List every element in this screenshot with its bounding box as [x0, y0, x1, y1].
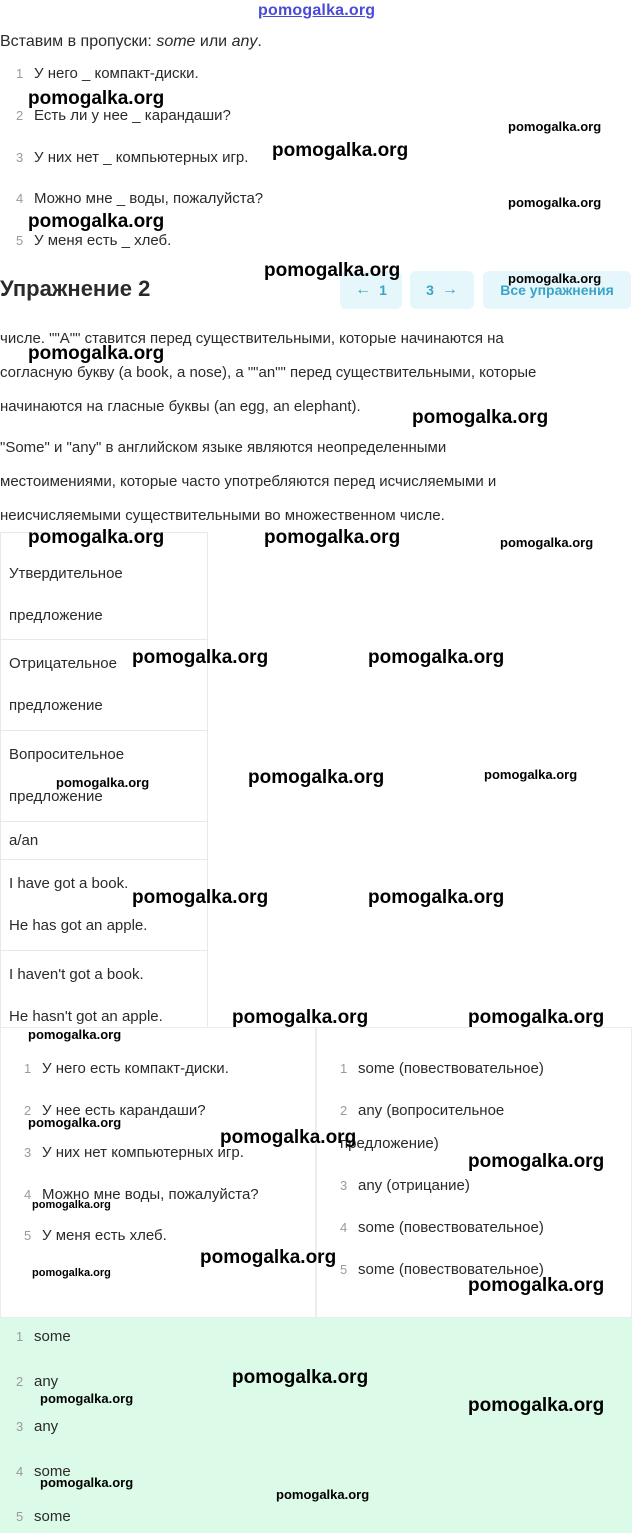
- watermark: pomogalka.org: [28, 1115, 122, 1130]
- table-row: Вопросительное предложение: [0, 731, 208, 822]
- watermark: pomogalka.org: [28, 527, 165, 548]
- answer-item: 1 some: [16, 1328, 71, 1345]
- watermark: pomogalka.org: [28, 1027, 122, 1042]
- arrow-left-icon: ←: [355, 281, 372, 298]
- watermark: pomogalka.org: [484, 767, 578, 782]
- watermark: pomogalka.org: [40, 1475, 134, 1490]
- explanation-item: 1 some (повествовательное): [340, 1060, 544, 1077]
- exercise-title: Упражнение 2: [0, 276, 151, 301]
- article-paragraph: числе. ""A"" ставится перед существительными, которые начинаются на согласную букву (a book, a nose), а ""an"" перед существительными, которые начинаются на гласные буквы (an egg, an elephant).: [0, 330, 537, 415]
- next-exercise-button[interactable]: 3 →: [410, 271, 474, 309]
- watermark: pomogalka.org: [232, 1367, 369, 1388]
- watermark: pomogalka.org: [468, 1275, 605, 1296]
- explanation-item: 2 any (вопросительное предложение): [340, 1102, 505, 1152]
- site-link[interactable]: pomogalka.org: [258, 2, 376, 19]
- table-row: Отрицательное предложение: [0, 640, 208, 731]
- answer-item: 2 any: [16, 1373, 59, 1390]
- explanation-item: 4 some (повествовательное): [340, 1219, 544, 1236]
- answer-item: 3 any: [16, 1418, 59, 1435]
- watermark: pomogalka.org: [28, 88, 165, 109]
- watermark: pomogalka.org: [56, 775, 150, 790]
- sentence-item: 1 У него есть компакт-диски.: [24, 1060, 229, 1077]
- table-row: a/an: [0, 822, 208, 860]
- sentence-item: 5 У меня есть хлеб.: [24, 1227, 167, 1244]
- prev-exercise-button[interactable]: ← 1: [340, 271, 402, 309]
- watermark: pomogalka.org: [264, 260, 401, 281]
- watermark: pomogalka.org: [368, 887, 505, 908]
- article-paragraph: "Some" и "any" в английском языке являются неопределенными местоимениями, которые часто употребляются перед исчисляемыми и неисчисляемыми существительными во множественном числе.: [0, 439, 497, 524]
- sentence-item: 4 Можно мне воды, пожалуйста?: [24, 1186, 259, 1203]
- sentence-item: 2 У нее есть карандаши?: [24, 1102, 206, 1119]
- watermark: pomogalka.org: [468, 1007, 605, 1028]
- watermark: pomogalka.org: [468, 1151, 605, 1172]
- watermark: pomogalka.org: [248, 767, 385, 788]
- watermark: pomogalka.org: [132, 647, 269, 668]
- watermark: pomogalka.org: [412, 407, 549, 428]
- watermark: pomogalka.org: [468, 1395, 605, 1416]
- all-exercises-button[interactable]: Все упражнения: [483, 271, 631, 309]
- watermark: pomogalka.org: [508, 119, 602, 134]
- watermark: pomogalka.org: [32, 1267, 111, 1279]
- watermark: pomogalka.org: [500, 535, 594, 550]
- explanation-item: 5 some (повествовательное): [340, 1261, 544, 1278]
- watermark: pomogalka.org: [40, 1391, 134, 1406]
- question-item: 5 У меня есть _ хлеб.: [16, 232, 172, 249]
- arrow-right-icon: →: [441, 281, 458, 298]
- explanation-item: 3 any (отрицание): [340, 1177, 470, 1194]
- watermark: pomogalka.org: [264, 527, 401, 548]
- watermark: pomogalka.org: [368, 647, 505, 668]
- watermark: pomogalka.org: [508, 195, 602, 210]
- watermark: pomogalka.org: [272, 140, 409, 161]
- sentence-item: 3 У них нет компьютерных игр.: [24, 1144, 244, 1161]
- answer-item: 4 some: [16, 1463, 71, 1480]
- question-item: 3 У них нет _ компьютерных игр.: [16, 149, 249, 166]
- watermark: pomogalka.org: [232, 1007, 369, 1028]
- watermark: pomogalka.org: [32, 1199, 111, 1211]
- watermark: pomogalka.org: [220, 1127, 357, 1148]
- question-item: 2 Есть ли у нее _ карандаши?: [16, 107, 231, 124]
- table-row: I haven't got a book. He hasn't got an apple.: [0, 951, 208, 1028]
- question-item: 1 У него _ компакт-диски.: [16, 65, 199, 82]
- question-item: 4 Можно мне _ воды, пожалуйста?: [16, 190, 264, 207]
- task-instruction: Вставим в пропуски: some или any.: [0, 33, 262, 50]
- watermark: pomogalka.org: [276, 1487, 370, 1502]
- table-row: I have got a book. He has got an apple.: [0, 860, 208, 951]
- answer-item: 5 some: [16, 1508, 71, 1525]
- watermark: pomogalka.org: [28, 211, 165, 232]
- watermark: pomogalka.org: [132, 887, 269, 908]
- watermark: pomogalka.org: [28, 343, 165, 364]
- watermark: pomogalka.org: [200, 1247, 337, 1268]
- table-row: Утвердительное предложение: [0, 532, 208, 640]
- watermark: pomogalka.org: [508, 271, 602, 286]
